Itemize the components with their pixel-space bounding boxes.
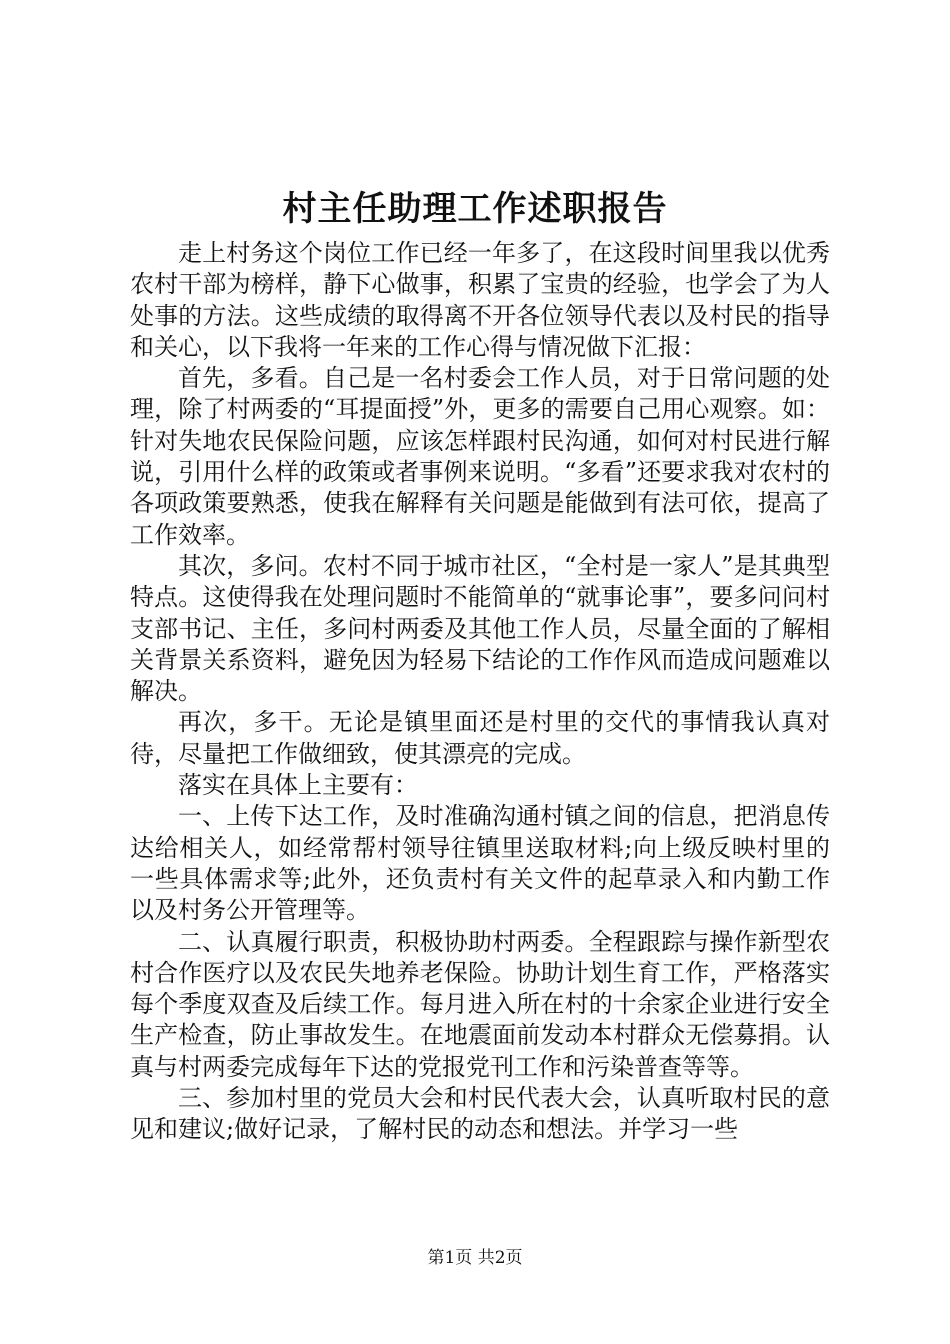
paragraph-look-more: 首先，多看。自己是一名村委会工作人员，对于日常问题的处理，除了村两委的“耳提面授”外，更多的需要自己用心观察。如：针对失地农民保险问题，应该怎样跟村民沟通，如何对村民进行解说，引用什么样的政策或者事例来说明。“多看”还要求我对农村的各项政策要熟悉，使我在解释有关问题是能做到有法可依，提高了工作效率。 xyxy=(130,364,830,549)
paragraph-intro: 走上村务这个岗位工作已经一年多了，在这段时间里我以优秀农村干部为榜样，静下心做事，积累了宝贵的经验，也学会了为人处事的方法。这些成绩的取得离不开各位领导代表以及村民的指导和关心，以下我将一年来的工作心得与情况做下汇报： xyxy=(130,239,830,361)
document-body xyxy=(130,238,830,1146)
paragraph-item-1: 一、上传下达工作，及时准确沟通村镇之间的信息，把消息传达给相关人，如经常帮村领导往镇里送取材料;向上级反映村里的一些具体需求等;此外，还负责村有关文件的起草录入和内勤工作以及村务公开管理等。 xyxy=(130,802,830,925)
paragraph-item-2: 二、认真履行职责，积极协助村两委。全程跟踪与操作新型农村合作医疗以及农民失地养老保险。协助计划生育工作，严格落实每个季度双查及后续工作。每月进入所在村的十余家企业进行安全生产检查，防止事故发生。在地震面前发动本村群众无偿募捐。认真与村两委完成每年下达的党报党刊工作和污染普查等等。 xyxy=(130,927,830,1081)
paragraph-item-3: 三、参加村里的党员大会和村民代表大会，认真听取村民的意见和建议;做好记录，了解村民的动态和想法。并学习一些 xyxy=(130,1084,830,1144)
document-title: 村主任助理工作述职报告 xyxy=(282,189,668,229)
page-footer: 第1页 共2页 xyxy=(427,1248,523,1268)
paragraph-specifics: 落实在具体上主要有： xyxy=(178,771,418,800)
paragraph-do-more: 再次，多干。无论是镇里面还是村里的交代的事情我认真对待，尽量把工作做细致，使其漂亮的完成。 xyxy=(130,708,830,768)
paragraph-ask-more: 其次，多问。农村不同于城市社区，“全村是一家人”是其典型特点。这使得我在处理问题时不能简单的“就事论事”，要多问问村支部书记、主任，多问村两委及其他工作人员，尽量全面的了解相关背景关系资料，避免因为轻易下结论的工作作风而造成问题难以解决。 xyxy=(130,551,830,706)
